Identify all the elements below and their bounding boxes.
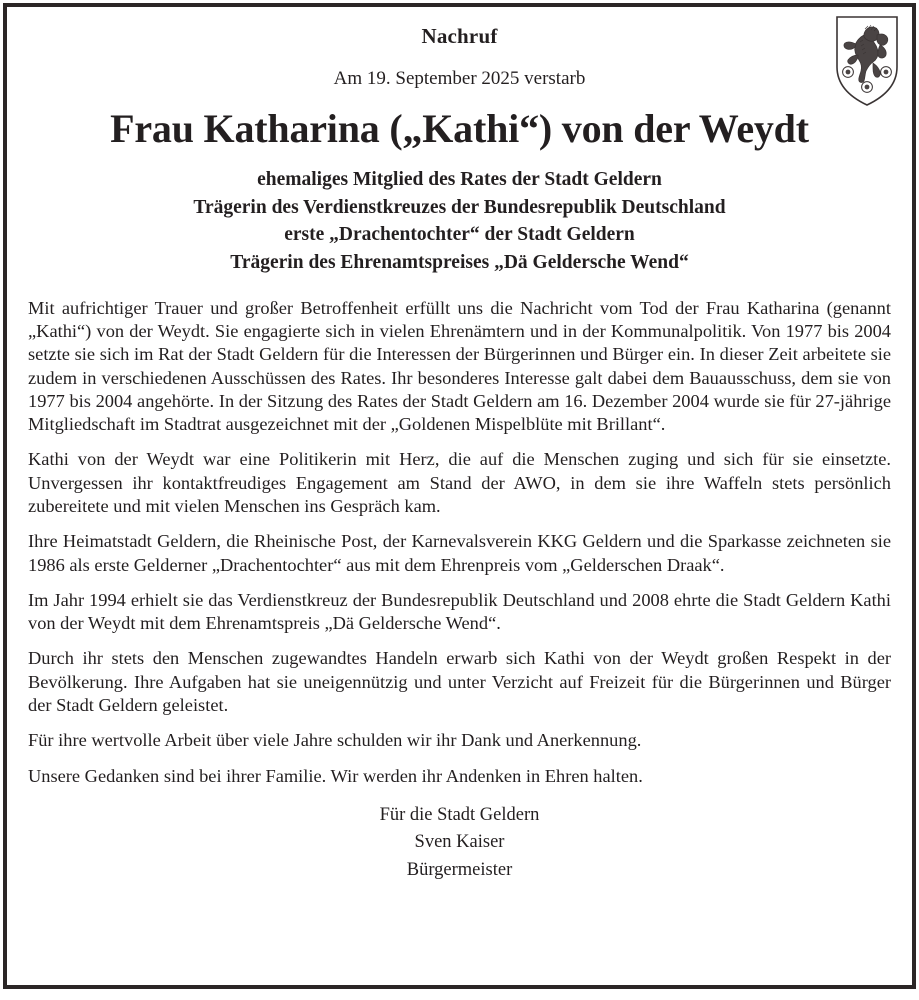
body-paragraph: Für ihre wertvolle Arbeit über viele Jahre schulden wir ihr Dank und Anerkennung. xyxy=(28,730,642,751)
obituary-body xyxy=(23,297,896,788)
body-paragraph: Kathi von der Weydt war eine Politikerin mit Herz, die auf die Menschen zuging und sich für sie einsetzte. Unvergessen ihr kontaktfreudiges Engagement am Stand der AWO, in dem sie ihre Waffeln stets persönlich zubereitete und mit vielen Menschen ins Gespräch kam. xyxy=(28,449,891,516)
honors-list xyxy=(23,166,896,277)
body-paragraph: Ihre Heimatstadt Geldern, die Rheinische Post, der Karnevalsverein KKG Geldern und die Sparkasse zeichneten sie 1986 als erste Gelderner „Drachentochter“ aus mit dem Ehrenpreis vom „Gelderschen Draak“. xyxy=(28,531,891,575)
signature-organization: Für die Stadt Geldern xyxy=(379,804,540,825)
signature-name: Sven Kaiser xyxy=(414,832,505,853)
body-paragraph: Mit aufrichtiger Trauer und großer Betroffenheit erfüllt uns die Nachricht vom Tod der Frau Katharina (genannt „Kathi“) von der Weydt. Sie engagierte sich in vielen Ehrenämtern und in der Kommunalpolitik. Von 1977 bis 2004 setzte sie sich im Rat der Stadt Geldern für die Interessen der Bürgerinnen und Bürger ein. In dieser Zeit arbeitete sie zudem in verschiedenen Ausschüssen des Rates. Ihr besonderes Interesse galt dabei dem Bauausschuss, dem sie von 1977 bis 2004 angehörte. In der Sitzung des Rates der Stadt Geldern am 16. Dezember 2004 wurde sie für 27-jährige Mitgliedschaft im Stadtrat ausgezeichnet mit der „Goldenen Mispelblüte mit Brillant“. xyxy=(28,297,891,435)
honor-line: Trägerin des Verdienstkreuzes der Bundesrepublik Deutschland xyxy=(193,196,726,218)
notice-inner xyxy=(7,7,912,985)
geldern-coat-of-arms-icon xyxy=(834,15,900,107)
obituary-notice xyxy=(3,3,916,989)
body-paragraph: Unsere Gedanken sind bei ihrer Familie. Wir werden ihr Andenken in Ehren halten. xyxy=(28,765,643,786)
honor-line: ehemaliges Mitglied des Rates der Stadt Geldern xyxy=(257,168,662,190)
dateline: Am 19. September 2025 verstarb xyxy=(333,68,586,90)
body-paragraph: Im Jahr 1994 erhielt sie das Verdienstkreuz der Bundesrepublik Deutschland und 2008 ehrte die Stadt Geldern Kathi von der Weydt mit dem Ehrenamtspreis „Dä Geldersche Wend“. xyxy=(28,589,891,634)
page-title: Nachruf xyxy=(421,24,498,48)
signature-role: Bürgermeister xyxy=(406,859,513,880)
deceased-name: Frau Katharina („Kathi“) von der Weydt xyxy=(110,105,809,151)
honor-line: Trägerin des Ehrenamtspreises „Dä Geldersche Wend“ xyxy=(230,252,689,274)
signature-block xyxy=(23,802,896,884)
body-paragraph: Durch ihr stets den Menschen zugewandtes Handeln erwarb sich Kathi von der Weydt großen Respekt in der Bevölkerung. Ihre Aufgaben hat sie uneigennützig und unter Verzicht auf Freizeit für die Bürgerinnen und Bürger der Stadt Geldern geleistet. xyxy=(28,648,891,715)
honor-line: erste „Drachentochter“ der Stadt Geldern xyxy=(284,224,635,246)
